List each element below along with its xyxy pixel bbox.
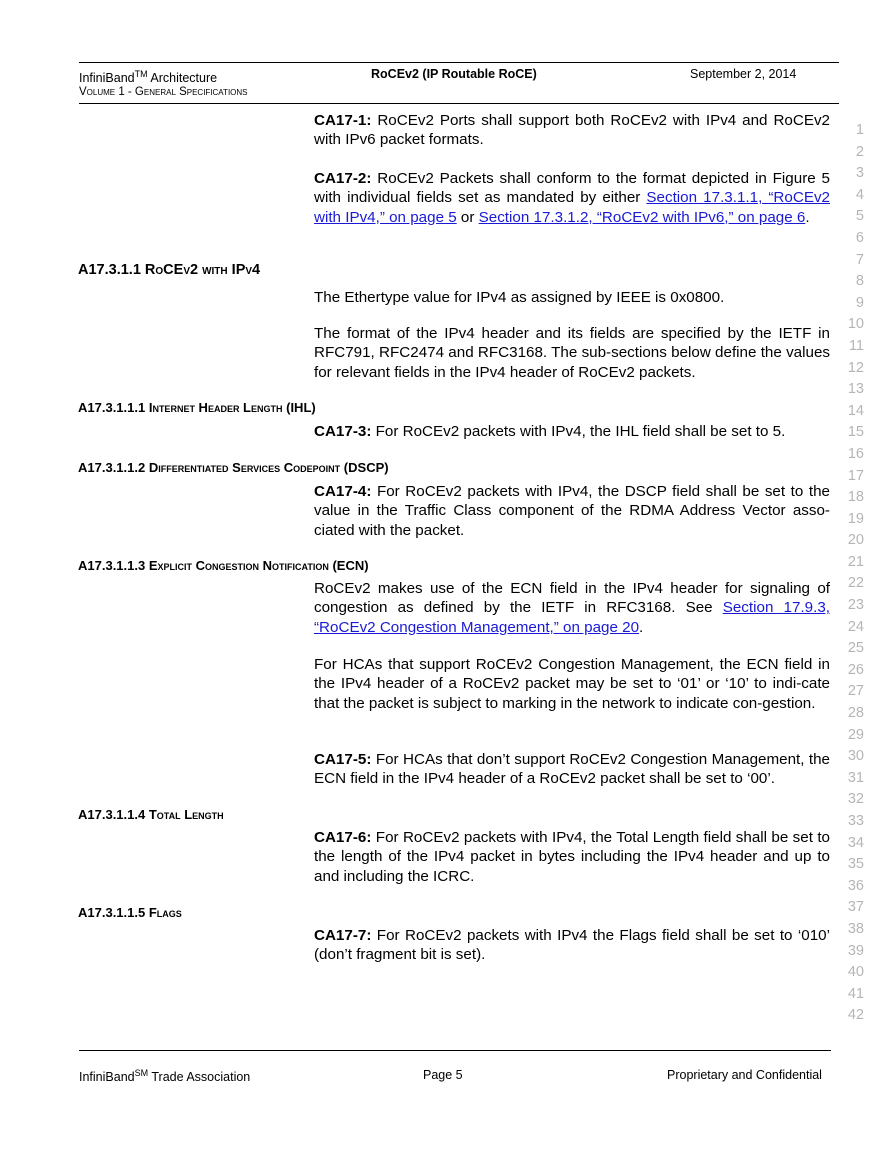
ca17-5-text: For HCAs that don’t support RoCEv2 Congestion Management, the ECN field in the IPv4 header of a RoCEv2 packet shall be set to ‘00’. (314, 751, 830, 788)
link-section-17-3-1-1[interactable]: Section 17.3.1.1, “RoCEv2 with IPv4,” on page 5 (314, 189, 830, 226)
ca17-2-text: RoCEv2 Packets shall conform to the format depicted in Figure 5 with individual fields set as mandated by either (314, 170, 830, 207)
ca17-7-text: For RoCEv2 packets with IPv4 the Flags field shall be set to ‘010’ (don’t fragment bit is set). (314, 927, 830, 964)
line-number: 3 (855, 165, 864, 182)
ca17-6-paragraph (314, 828, 830, 886)
header-date: September 2, 2014 (690, 67, 797, 81)
line-number: 33 (847, 813, 864, 829)
line-number: 21 (847, 553, 864, 570)
line-number: 19 (847, 510, 864, 527)
line-number: 40 (847, 964, 864, 981)
ca17-4-paragraph (314, 482, 830, 540)
ca17-6-label: CA17-6: (314, 829, 372, 846)
line-number: 37 (847, 899, 864, 916)
line-number: 34 (847, 834, 864, 851)
footer-rule (79, 1050, 831, 1051)
ca17-1-label: CA17-1: (314, 112, 372, 129)
line-number: 23 (847, 597, 864, 614)
ca17-5-label: CA17-5: (314, 751, 372, 768)
line-number: 16 (847, 445, 864, 462)
line-number: 28 (847, 705, 864, 722)
ecn-paragraph-2: For HCAs that support RoCEv2 Congestion Management, the ECN field in the IPv4 header of a RoCEv2 packet may be set to ‘01’ or ‘10’ to indi-cate that the packet is subject to marking in the network to indicate con-gestion. (314, 656, 830, 712)
line-number: 17 (847, 467, 864, 484)
heading-total-length: A17.3.1.1.4 Total Length (78, 807, 224, 822)
line-number: 42 (847, 1007, 864, 1024)
ca17-3-text: For RoCEv2 packets with IPv4, the IHL field shall be set to 5. (371, 423, 786, 440)
header-center: RoCEv2 (IP Routable RoCE) (371, 67, 537, 81)
ca17-3-label: CA17-3: (314, 423, 372, 440)
ca17-5-paragraph (314, 750, 830, 789)
line-number: 25 (847, 640, 864, 657)
header-title: InfiniBand (79, 71, 135, 86)
ca17-4-label: CA17-4: (314, 483, 372, 500)
line-number: 41 (847, 985, 864, 1002)
line-number: 38 (847, 920, 864, 937)
line-number: 35 (847, 856, 864, 873)
heading-flags: A17.3.1.1.5 Flags (78, 905, 182, 920)
link-section-17-3-1-2[interactable]: Section 17.3.1.2, “RoCEv2 with IPv6,” on page 6 (478, 208, 806, 226)
line-number: 31 (847, 769, 864, 786)
line-number: 1 (855, 122, 864, 138)
line-number: 5 (855, 208, 864, 225)
ca17-1-text: RoCEv2 Ports shall support both RoCEv2 with IPv4 and RoCEv2 with IPv6 packet formats. (314, 112, 830, 149)
line-number: 18 (847, 489, 864, 506)
line-number: 10 (847, 316, 864, 333)
line-number: 8 (855, 273, 864, 290)
footer-org: InfiniBand (79, 1070, 135, 1085)
ca17-2-or: or (456, 208, 479, 226)
line-number: 36 (847, 877, 864, 894)
line-number: 26 (847, 661, 864, 678)
header-left (79, 67, 217, 86)
line-number: 24 (847, 618, 864, 635)
ecn-paragraph-1 (314, 579, 830, 637)
ca17-1-paragraph (314, 111, 830, 150)
footer-page-number: Page 5 (423, 1068, 463, 1082)
link-section-17-9-3[interactable]: Section 17.9.3, “RoCEv2 Congestion Management,” on page 20 (314, 599, 830, 636)
header-title-rest: Architecture (147, 71, 218, 86)
line-number: 15 (847, 424, 864, 441)
line-number: 7 (855, 251, 864, 268)
ethertype-paragraph: The Ethertype value for IPv4 as assigned by IEEE is 0x0800. (314, 289, 725, 306)
ca17-4-text: For RoCEv2 packets with IPv4, the DSCP field shall be set to the value in the Traffic Class component of the RDMA Address Vector asso-ciated with the packet. (314, 483, 830, 539)
footer-sm: SM (134, 1068, 149, 1078)
ecn-paragraph-1-period: . (639, 618, 644, 636)
line-number: 39 (847, 942, 864, 959)
line-number: 11 (848, 337, 864, 354)
header-top-rule (79, 62, 839, 63)
line-numbers (836, 120, 864, 1027)
ca17-2-paragraph (314, 169, 830, 227)
footer-org-rest: Trade Association (148, 1070, 251, 1085)
ca17-7-label: CA17-7: (314, 927, 372, 944)
footer-confidential: Proprietary and Confidential (667, 1068, 822, 1082)
header-subtitle: Volume 1 - General Specifications (79, 86, 248, 98)
line-number: 20 (847, 532, 864, 549)
ca17-6-text: For RoCEv2 packets with IPv4, the Total Length field shall be set to the length of the IPv4 packet in bytes including the IPv4 header and up to and including the ICRC. (314, 829, 830, 885)
ipv4-format-paragraph: The format of the IPv4 header and its fields are specified by the IETF in RFC791, RFC2474 and RFC3168. The sub-sections below define the values for relevant fields in the IPv4 header of RoCEv2 packets. (314, 325, 830, 381)
heading-dscp: A17.3.1.1.2 Differentiated Services Codepoint (DSCP) (78, 460, 389, 475)
line-number: 22 (847, 575, 864, 592)
line-number: 29 (847, 726, 864, 743)
ca17-2-period: . (805, 208, 810, 226)
footer-left (79, 1068, 250, 1084)
heading-a17-3-1-1: A17.3.1.1 RoCEv2 with IPv4 (78, 262, 261, 278)
header-rule (79, 103, 839, 104)
line-number: 12 (847, 359, 864, 376)
line-number: 27 (847, 683, 864, 700)
ca17-2-label: CA17-2: (314, 170, 372, 187)
line-number: 30 (847, 748, 864, 765)
heading-ihl: A17.3.1.1.1 Internet Header Length (IHL) (78, 400, 316, 415)
ca17-3-paragraph (314, 422, 830, 441)
line-number: 2 (855, 143, 864, 160)
ecn-paragraph-1-text: RoCEv2 makes use of the ECN field in the IPv4 header for signaling of congestion as defined by the IETF in RFC3168. See (314, 580, 830, 617)
line-number: 9 (855, 294, 864, 311)
header-tm: TM (134, 69, 148, 79)
line-number: 4 (855, 186, 864, 203)
line-number: 6 (855, 229, 864, 246)
heading-ecn: A17.3.1.1.3 Explicit Congestion Notification (ECN) (78, 558, 369, 573)
line-number: 14 (847, 402, 864, 419)
line-number: 13 (847, 381, 864, 398)
ca17-7-paragraph (314, 926, 830, 965)
line-number: 32 (847, 791, 864, 808)
